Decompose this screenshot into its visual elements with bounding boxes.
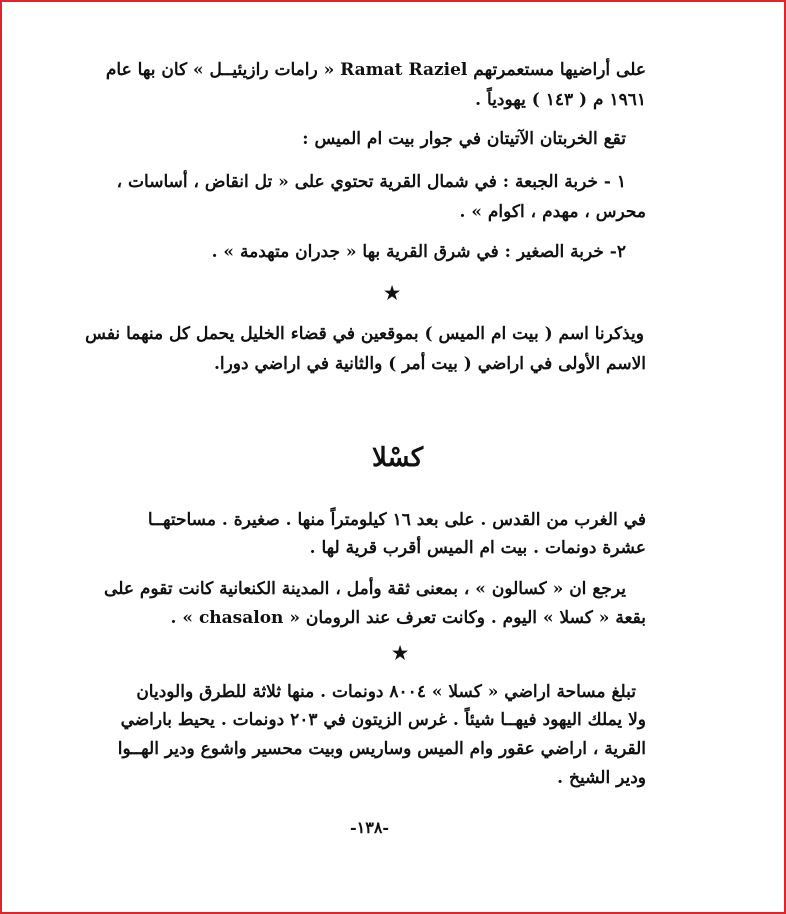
- text-line: الاسم الأولى في اراضي ( بيت أمر ) والثانية في اراضي دورا.: [213, 354, 646, 374]
- star-separator-icon: ★: [384, 283, 401, 304]
- text-line: عشرة دونمات . بيت ام الميس أقرب قرية لها .: [309, 538, 646, 558]
- text-line: ٢- خربة الصغير : في شرق القرية بها « جدران متهدمة » .: [211, 242, 626, 262]
- text-line: بقعة « كسلا » اليوم . وكانت تعرف عند الرومان « chasalon » .: [170, 608, 646, 628]
- page-number: -١٣٨-: [350, 818, 390, 837]
- section-title: كسْلا: [372, 443, 424, 473]
- text-line: محرس ، مهدم ، اكوام » .: [459, 202, 646, 222]
- text-line: يرجع ان « كسالون » ، بمعنى ثقة وأمل ، المدينة الكنعانية كانت تقوم على: [104, 579, 626, 599]
- text-line: ولا يملك اليهود فيهــا شيئاً . غرس الزيتون في ٢٠٣ دونمات . يحيط باراضي: [120, 710, 646, 730]
- text-line: ١٩٦١ م ( ١٤٣ ) يهودياً .: [475, 90, 646, 110]
- text-line: ١ - خربة الجبعة : في شمال القرية تحتوي على « تل انقاض ، أساسات ،: [116, 172, 626, 192]
- text-line: في الغرب من القدس . على بعد ١٦ كيلومتراً منها . صغيرة . مساحتهــا: [147, 510, 646, 530]
- text-line: تبلغ مساحة اراضي « كسلا » ٨٠٠٤ دونمات . منها ثلاثة للطرق والوديان: [136, 682, 636, 702]
- star-separator-icon: ★: [392, 643, 409, 664]
- text-line: تقع الخربتان الآتيتان في جوار بيت ام الميس :: [302, 129, 626, 149]
- text-line: على أراضيها مستعمرتهم Ramat Raziel « رامات رازيئيــل » كان بها عام: [105, 60, 646, 80]
- text-line: ودير الشيخ .: [557, 768, 646, 788]
- text-line: القرية ، اراضي عقور وام الميس وساريس وبيت محسير واشوع ودير الهــوا: [117, 739, 646, 759]
- text-line: ويذكرنا اسم ( بيت ام الميس ) بموقعين في قضاء الخليل يحمل كل منهما نفس: [85, 324, 644, 344]
